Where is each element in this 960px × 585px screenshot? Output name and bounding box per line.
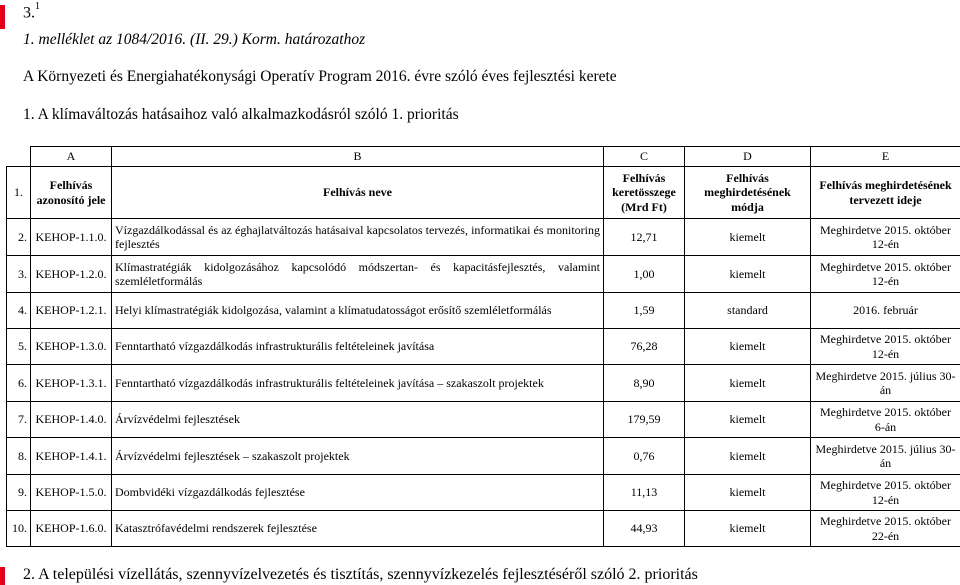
column-letter-a: A [31,147,112,167]
call-method: kiemelt [685,402,811,438]
column-letter-e: E [811,147,960,167]
call-name: Fenntartható vízgazdálkodás infrastrukturális feltételeinek javítása – szakaszolt projektek [112,365,604,402]
change-marker-top [0,5,5,29]
call-date: Meghirdetve 2015. október 12-én [811,219,960,256]
section-number: 3.$^1$ [23,1,40,22]
call-id: KEHOP-1.6.0. [31,511,112,547]
call-date: Meghirdetve 2015. október 12-én [811,329,960,365]
call-method: kiemelt [685,511,811,547]
header-id: Felhívás azonosító jele [31,167,112,219]
header-method: Felhívás meghirdetésének módja [685,167,811,219]
corner-cell [7,147,31,167]
row-number: 3. [7,256,31,293]
call-method: kiemelt [685,475,811,511]
call-date: 2016. február [811,293,960,329]
column-letter-d: D [685,147,811,167]
call-id: KEHOP-1.5.0. [31,475,112,511]
row-number: 2. [7,219,31,256]
call-name: Dombvidéki vízgazdálkodás fejlesztése [112,475,604,511]
row-number: 4. [7,293,31,329]
call-method: kiemelt [685,256,811,293]
header-date: Felhívás meghirdetésének tervezett ideje [811,167,960,219]
row-number: 6. [7,365,31,402]
call-budget: 44,93 [604,511,685,547]
column-letter-b: B [112,147,604,167]
table-row [7,329,960,365]
program-title: A Környezeti és Energiahatékonysági Operatív Program 2016. évre szóló éves fejlesztési kerete [23,68,617,85]
row-number: 10. [7,511,31,547]
call-name: Vízgazdálkodással és az éghajlatváltozás hatásaival kapcsolatos tervezés, informatikai és monitoring fejlesztés [112,219,604,256]
call-date: Meghirdetve 2015. október 22-én [811,511,960,547]
call-id: KEHOP-1.3.0. [31,329,112,365]
call-name: Klímastratégiák kidolgozásához kapcsolódó módszertan- és kapacitásfejlesztés, valamint szemléletformálás [112,256,604,293]
change-marker-bottom [0,567,5,585]
priority-title: 1. A klímaváltozás hatásaihoz való alkalmazkodásról szóló 1. prioritás [23,106,459,123]
call-budget: 1,00 [604,256,685,293]
call-budget: 0,76 [604,438,685,475]
next-priority-title: 2. A települési vízellátás, szennyvízelvezetés és tisztítás, szennyvízkezelés fejlesztéséről szóló 2. prioritás [23,566,698,583]
call-name: Katasztrófavédelmi rendszerek fejlesztése [112,511,604,547]
call-id: KEHOP-1.4.1. [31,438,112,475]
call-date: Meghirdetve 2015. október 12-én [811,475,960,511]
call-date: Meghirdetve 2015. július 30-án [811,438,960,475]
annex-title: 1. melléklet az 1084/2016. (II. 29.) Korm. határozathoz [23,31,366,48]
table-row [7,365,960,402]
section-footnote-ref: 1 [35,1,40,12]
call-budget: 179,59 [604,402,685,438]
row-number: 8. [7,438,31,475]
call-date: Meghirdetve 2015. október 6-án [811,402,960,438]
table-row [7,219,960,256]
call-id: KEHOP-1.2.0. [31,256,112,293]
header-row [7,167,960,219]
call-name: Helyi klímastratégiák kidolgozása, valamint a klímatudatosságot erősítő szemléletformálás [112,293,604,329]
row-number: 9. [7,475,31,511]
call-budget: 76,28 [604,329,685,365]
call-budget: 1,59 [604,293,685,329]
call-date: Meghirdetve 2015. július 30-án [811,365,960,402]
call-id: KEHOP-1.4.0. [31,402,112,438]
header-row-number: 1. [7,167,31,219]
call-name: Fenntartható vízgazdálkodás infrastrukturális feltételeinek javítása [112,329,604,365]
table-row [7,402,960,438]
call-method: kiemelt [685,438,811,475]
table-row [7,475,960,511]
call-date: Meghirdetve 2015. október 12-én [811,256,960,293]
table-row [7,256,960,293]
call-method: kiemelt [685,329,811,365]
call-budget: 11,13 [604,475,685,511]
header-budget: Felhívás keretösszege (Mrd Ft) [604,167,685,219]
table-row [7,511,960,547]
table-row [7,293,960,329]
column-letter-c: C [604,147,685,167]
header-name: Felhívás neve [112,167,604,219]
call-id: KEHOP-1.1.0. [31,219,112,256]
table-row [7,438,960,475]
call-method: kiemelt [685,365,811,402]
call-id: KEHOP-1.2.1. [31,293,112,329]
call-id: KEHOP-1.3.1. [31,365,112,402]
call-name: Árvízvédelmi fejlesztések – szakaszolt projektek [112,438,604,475]
call-name: Árvízvédelmi fejlesztések [112,402,604,438]
funding-table [6,146,960,547]
call-method: kiemelt [685,219,811,256]
call-budget: 12,71 [604,219,685,256]
call-budget: 8,90 [604,365,685,402]
column-letter-row [7,147,960,167]
call-method: standard [685,293,811,329]
row-number: 5. [7,329,31,365]
row-number: 7. [7,402,31,438]
